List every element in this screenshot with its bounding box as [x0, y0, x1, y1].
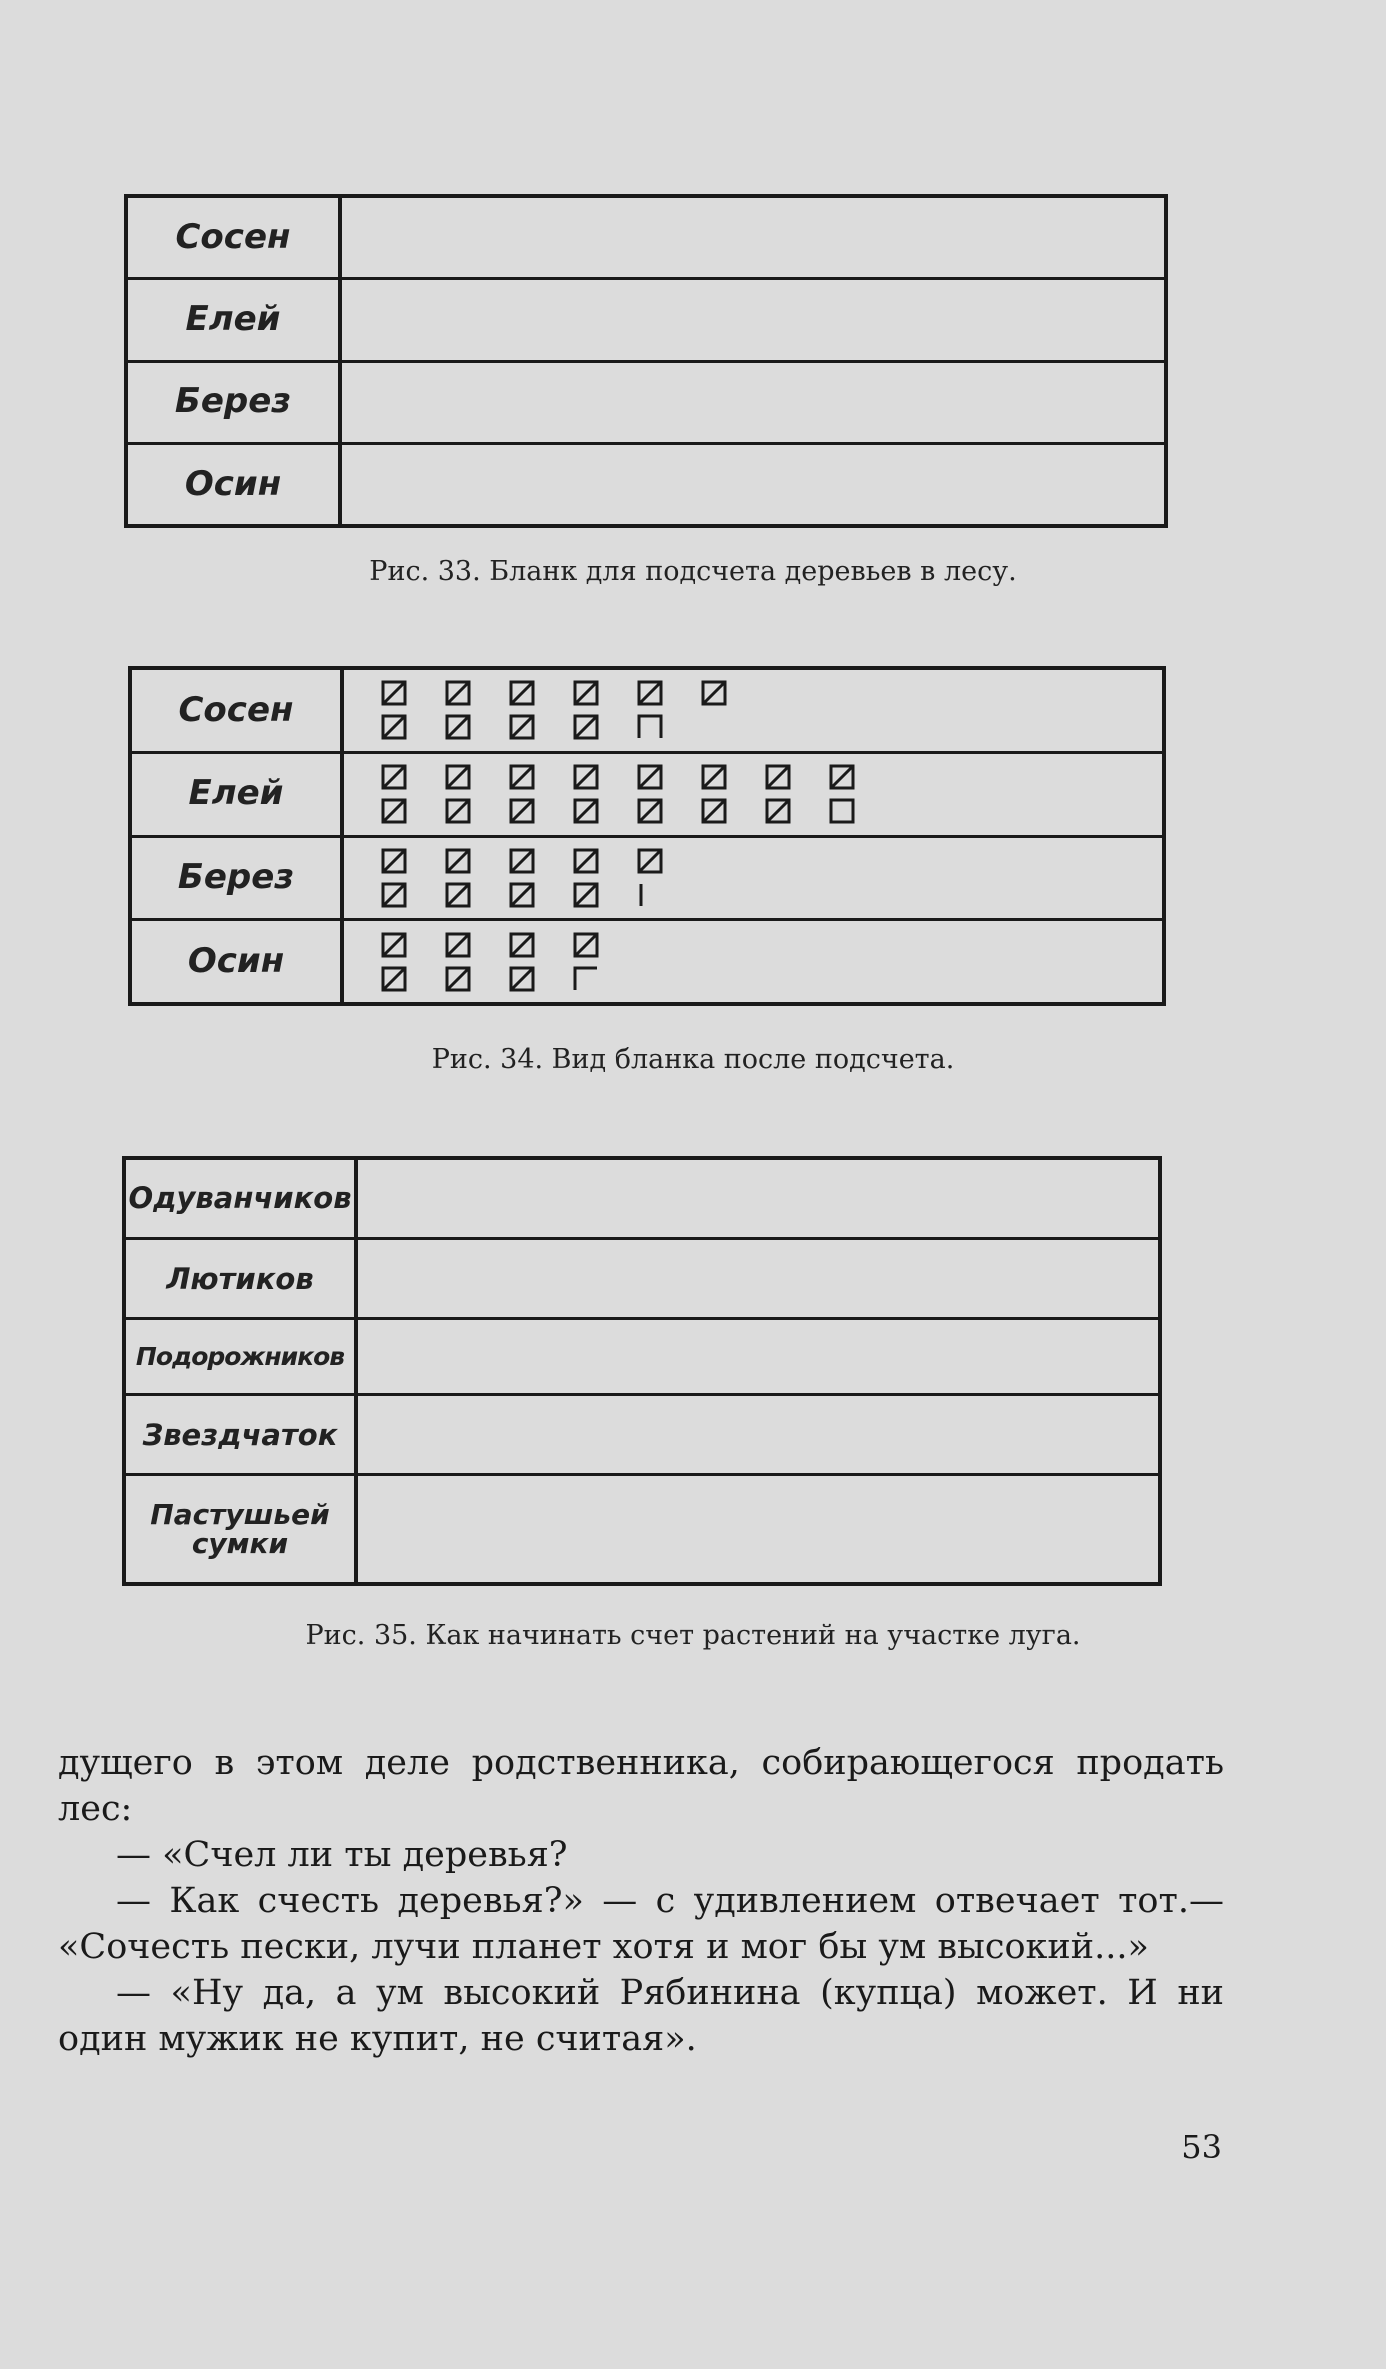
tally-square-crossed [636, 763, 664, 791]
tally-square-crossed [572, 847, 600, 875]
figure-33-caption: Рис. 33. Бланк для подсчета деревьев в лесу. [369, 556, 1017, 587]
tally-square-crossed [508, 679, 536, 707]
fig35-cell-plantains [358, 1320, 1158, 1396]
figure-34-filled-form [128, 666, 1166, 1006]
fig35-label-chickweeds: Звездчаток [126, 1396, 358, 1476]
tally-square-crossed [444, 763, 472, 791]
tally-square-crossed [572, 679, 600, 707]
fig34-cell-birches [344, 838, 1162, 922]
fig34-cell-aspens [344, 921, 1162, 1002]
paragraph: — «Ну да, а ум высокий Рябинина (купца) может. И ни один мужик не купит, не считая». [58, 1973, 1224, 2059]
paragraph: — «Счел ли ты деревья? [116, 1835, 568, 1875]
tally-square-crossed [444, 713, 472, 741]
tally-row [380, 847, 1162, 875]
tally-row [380, 797, 1162, 825]
tally-row [380, 881, 1162, 909]
tally-three-sides [636, 713, 664, 741]
tally-square-crossed [444, 797, 472, 825]
fig34-cell-spruces [344, 754, 1162, 838]
tally-square-crossed [508, 763, 536, 791]
tally-square-crossed [572, 713, 600, 741]
tally-square-crossed [380, 797, 408, 825]
fig33-cell-aspens [342, 445, 1164, 524]
tally-square-crossed [444, 881, 472, 909]
tally-square-crossed [700, 679, 728, 707]
fig35-label-dandelions: Одуванчиков [126, 1160, 358, 1240]
tally-row [380, 679, 1162, 707]
tally-square-crossed [636, 797, 664, 825]
fig35-label-plantains: Подорожников [126, 1320, 358, 1396]
fig35-label-shepherds-purse: Пастушьей сумки [126, 1476, 358, 1582]
tally-row [380, 965, 1162, 993]
fig34-label-spruces: Елей [132, 754, 344, 838]
fig35-cell-chickweeds [358, 1396, 1158, 1476]
fig33-cell-birches [342, 363, 1164, 445]
tally-square-crossed [508, 965, 536, 993]
tally-square-crossed [380, 931, 408, 959]
tally-square-crossed [444, 847, 472, 875]
fig35-cell-dandelions [358, 1160, 1158, 1240]
tally-square-crossed [444, 965, 472, 993]
tally-square-crossed [636, 847, 664, 875]
tally-square-crossed [764, 797, 792, 825]
tally-square-open [828, 797, 856, 825]
tally-square-crossed [572, 931, 600, 959]
tally-square-crossed [380, 847, 408, 875]
figure-33-tally-form [124, 194, 1168, 528]
tally-square-crossed [700, 797, 728, 825]
fig34-label-aspens: Осин [132, 921, 344, 1002]
fig34-cell-pines [344, 670, 1162, 754]
figure-35-meadow-form [122, 1156, 1162, 1586]
fig33-label-spruces: Елей [128, 280, 342, 362]
tally-square-crossed [380, 881, 408, 909]
fig35-cell-shepherds-purse [358, 1476, 1158, 1582]
paragraph: дущего в этом деле родственника, собирающегося продать лес: [58, 1743, 1224, 1829]
figure-35-caption: Рис. 35. Как начинать счет растений на участке луга. [305, 1620, 1081, 1651]
tally-two-sides [572, 965, 600, 993]
tally-square-crossed [572, 881, 600, 909]
fig35-cell-buttercups [358, 1240, 1158, 1320]
tally-square-crossed [508, 797, 536, 825]
tally-square-crossed [572, 763, 600, 791]
tally-square-crossed [572, 797, 600, 825]
tally-one-side [636, 881, 664, 909]
fig35-label-buttercups: Лютиков [126, 1240, 358, 1320]
tally-row [380, 931, 1162, 959]
tally-square-crossed [380, 713, 408, 741]
tally-square-crossed [636, 679, 664, 707]
tally-square-crossed [508, 713, 536, 741]
fig33-cell-spruces [342, 280, 1164, 362]
tally-square-crossed [700, 763, 728, 791]
tally-square-crossed [508, 931, 536, 959]
tally-square-crossed [508, 847, 536, 875]
fig34-label-pines: Сосен [132, 670, 344, 754]
tally-row [380, 763, 1162, 791]
fig33-label-pines: Сосен [128, 198, 342, 280]
tally-square-crossed [380, 763, 408, 791]
page-number: 53 [1181, 2128, 1222, 2166]
fig33-label-birches: Берез [128, 363, 342, 445]
fig33-cell-pines [342, 198, 1164, 280]
tally-square-crossed [508, 881, 536, 909]
tally-square-crossed [380, 965, 408, 993]
tally-square-crossed [444, 931, 472, 959]
tally-square-crossed [764, 763, 792, 791]
fig34-label-birches: Берез [132, 838, 344, 922]
figure-34-caption: Рис. 34. Вид бланка после подсчета. [431, 1044, 955, 1075]
tally-square-crossed [380, 679, 408, 707]
tally-square-crossed [444, 679, 472, 707]
fig33-label-aspens: Осин [128, 445, 342, 524]
tally-square-crossed [828, 763, 856, 791]
tally-row [380, 713, 1162, 741]
paragraph: — Как счесть деревья?» — с удивлением отвечает тот.— «Сочесть пески, лучи планет хотя и мог бы ум высокий...» [58, 1881, 1224, 1967]
body-text [58, 1740, 1224, 2062]
